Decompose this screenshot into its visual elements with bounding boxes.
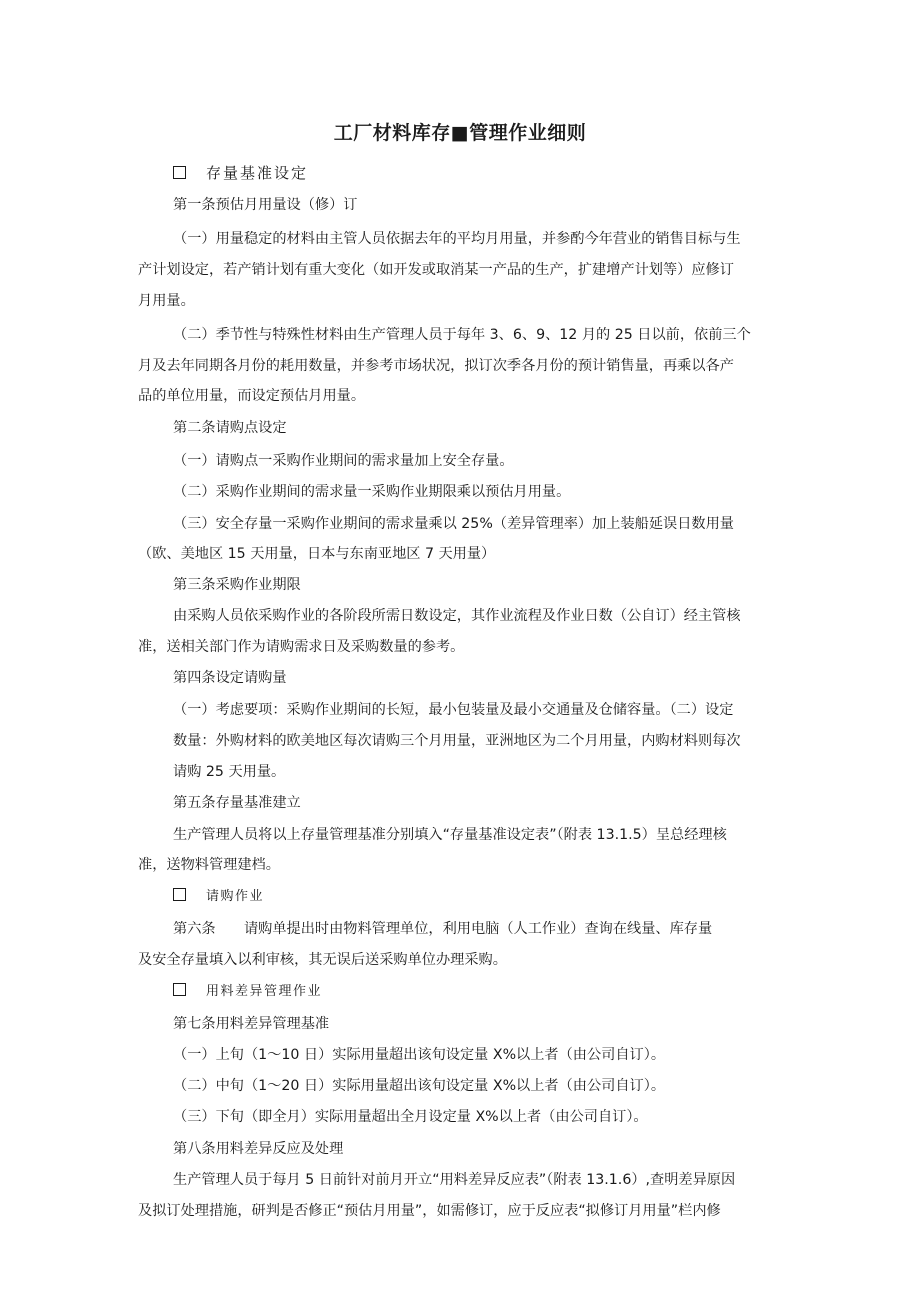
text-line: 第三条采购作业期限 [173,577,301,593]
text-line: 数量：外购材料的欧美地区每次请购三个月用量，亚洲地区为二个月用量，内购材料则每次 [173,733,741,749]
text-line: 月及去年同期各月份的耗用数量，并参考市场状况，拟订次季各月份的预计销售量，再乘以各产 [138,358,734,374]
section-heading-label: 用料差异管理作业 [206,984,323,999]
text-line: 准，送相关部门作为请购需求日及采购数量的参考。 [138,639,465,655]
text-line: 由采购人员依采购作业的各阶段所需日数设定，其作业流程及作业日数（公自订）经主管核 [173,608,741,624]
text-line: 及拟订处理措施，研判是否修正“预估月用量”，如需修订，应于反应表“拟修订月用量”栏内修 [138,1203,721,1219]
text-line: 品的单位用量，而设定预估月用量。 [138,388,366,404]
checkbox-icon [173,888,186,901]
text-line: （欧、美地区 15 天用量，日本与东南亚地区 7 天用量） [138,546,496,562]
text-line: （一）上旬（1〜10 日）实际用量超出该旬设定量 X%以上者（由公司自订）。 [173,1047,666,1063]
text-line: 第六条 请购单提出时由物料管理单位，利用电脑（人工作业）查询在线量、库存量 [173,921,713,937]
text-line: 生产管理人员于每月 5 日前针对前月开立“用料差异反应表”（附表 13.1.6）,查明差异原因 [173,1172,736,1188]
text-line: 第四条设定请购量 [173,670,287,686]
text-line: （二）中旬（1〜20 日）实际用量超出该旬设定量 X%以上者（由公司自订）。 [173,1078,666,1094]
text-line: 月用量。 [138,293,195,309]
text-line: 请购 25 天用量。 [173,764,286,780]
text-line: 第七条用料差异管理基准 [173,1016,330,1032]
text-line: 第八条用料差异反应及处理 [173,1141,344,1157]
text-line: 第二条请购点设定 [173,420,287,436]
text-line: （二）采购作业期间的需求量一采购作业期限乘以预估月用量。 [173,484,571,500]
section-heading-label: 存量基准设定 [206,164,309,182]
text-line: （一）请购点一采购作业期间的需求量加上安全存量。 [173,453,514,469]
text-line: （一）考虑要项：采购作业期间的长短，最小包装量及最小交通量及仓储容量。（二）设定 [173,702,734,718]
section-heading-2 [173,887,264,907]
section-heading-3 [173,982,322,1002]
document-title: 工厂材料库存■管理作业细则 [333,122,587,144]
checkbox-icon [173,983,186,996]
text-line: （一）用量稳定的材料由主管人员依据去年的平均月用量，并参酌今年营业的销售目标与生 [173,231,741,247]
text-line: （三）安全存量一采购作业期间的需求量乘以 25%（差异管理率）加上装船延误日数用量 [173,516,734,532]
section-heading-label: 请购作业 [206,889,265,904]
section-heading-1 [173,163,308,183]
text-line: 生产管理人员将以上存量管理基准分别填入“存量基准设定表”（附表 13.1.5）呈总经理核 [173,827,727,843]
text-line: 第一条预估月用量设（修）订 [173,197,358,213]
text-line: 及安全存量填入以利审核，其无误后送采购单位办理采购。 [138,952,507,968]
text-line: 第五条存量基准建立 [173,795,301,811]
text-line: （三）下旬（即全月）实际用量超出全月设定量 X%以上者（由公司自订）。 [173,1109,648,1125]
text-line: （二）季节性与特殊性材料由生产管理人员于每年 3、6、9、12 月的 25 日以前，依前三个 [173,327,751,343]
text-line: 产计划设定，若产销计划有重大变化（如开发或取消某一产品的生产，扩建增产计划等）应修订 [138,262,734,278]
checkbox-icon [173,166,186,179]
text-line: 准，送物料管理建档。 [138,857,280,873]
